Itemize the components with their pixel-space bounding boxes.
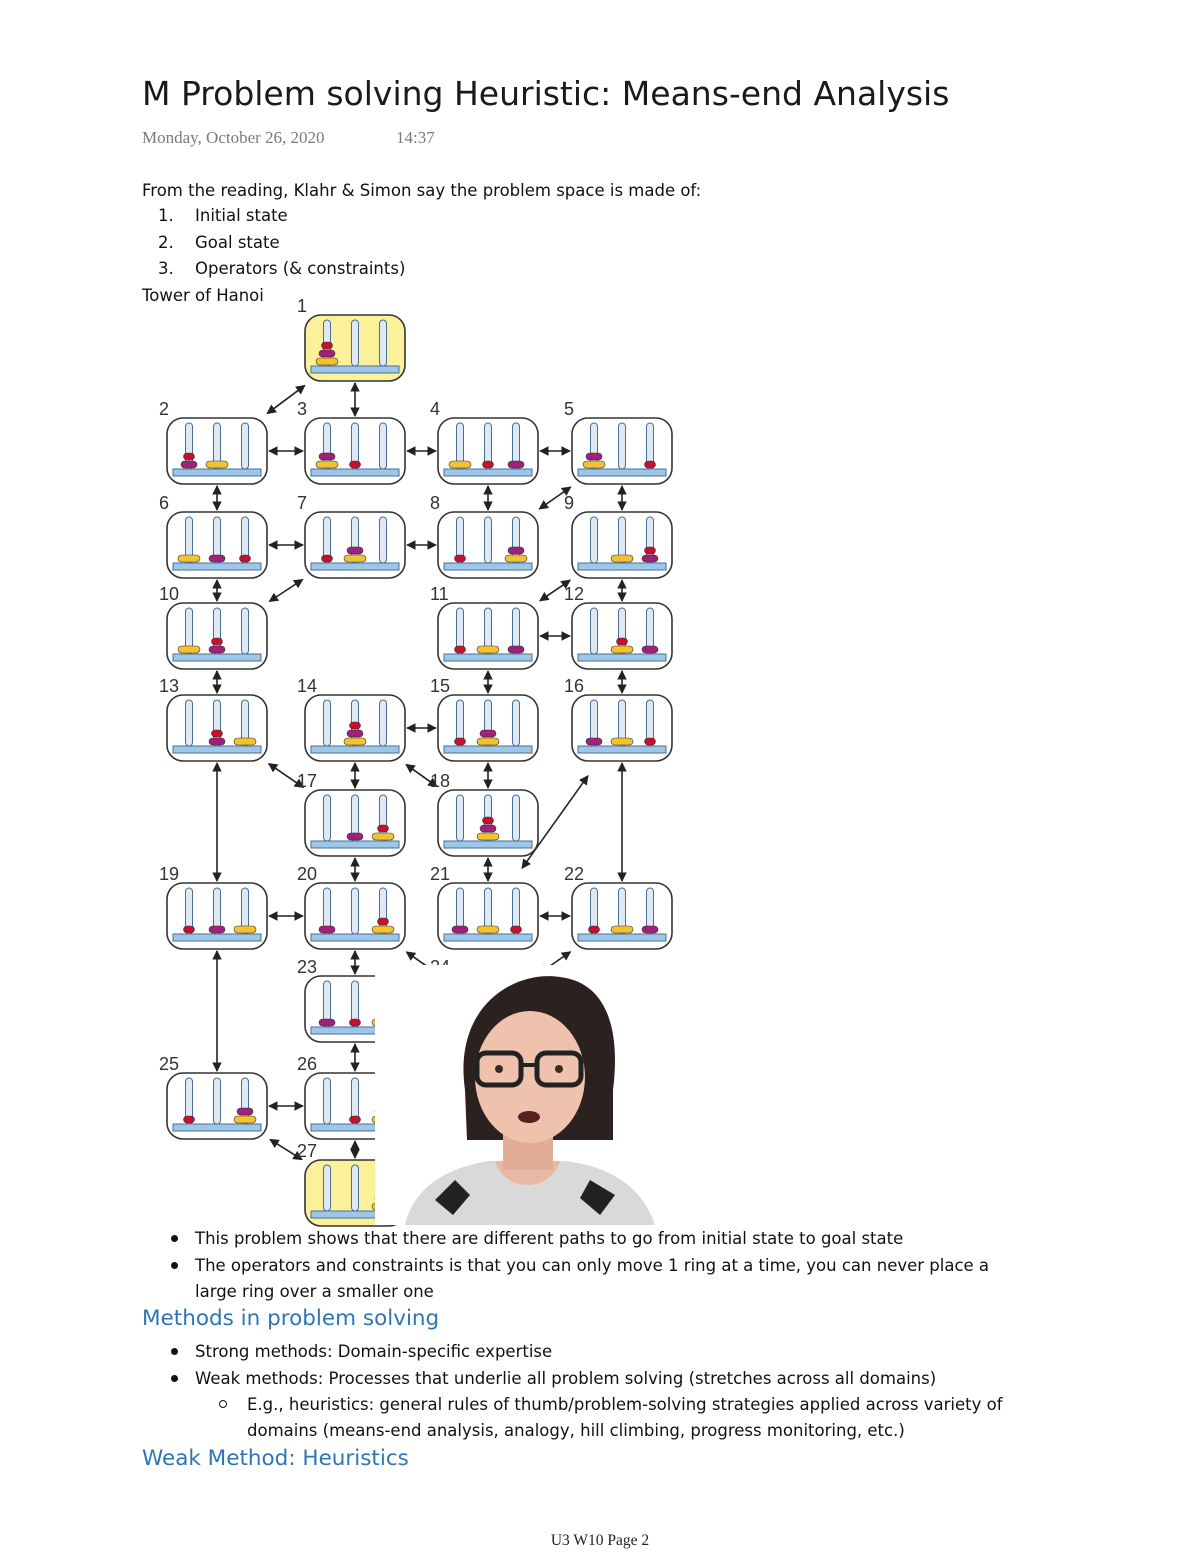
tower-disk xyxy=(477,738,499,745)
state-number: 7 xyxy=(297,493,308,513)
tower-disk xyxy=(319,1019,335,1026)
note-time: 14:37 xyxy=(396,128,435,147)
tower-disk xyxy=(209,926,225,933)
tower-peg xyxy=(380,517,387,563)
tower-disk xyxy=(611,926,633,933)
state-node-7 xyxy=(297,493,405,578)
tower-disk xyxy=(209,555,225,562)
tower-base xyxy=(173,934,261,941)
state-node-17 xyxy=(297,771,405,856)
state-node-6 xyxy=(159,493,267,578)
state-number: 5 xyxy=(564,399,575,419)
tower-disk xyxy=(508,646,524,653)
state-node-2 xyxy=(159,399,267,484)
list-item xyxy=(142,230,542,257)
page-footer: U3 W10 Page 2 xyxy=(550,1532,650,1549)
state-number: 10 xyxy=(159,584,180,604)
sub-bullet-circle xyxy=(219,1400,227,1408)
state-node-21 xyxy=(430,864,538,949)
tower-peg xyxy=(513,795,520,841)
tower-disk xyxy=(319,453,335,460)
tower-disk xyxy=(347,730,363,737)
tower-peg xyxy=(352,1165,359,1211)
tower-base xyxy=(578,746,666,753)
tower-disk xyxy=(505,555,527,562)
tower-disk xyxy=(178,555,200,562)
tower-base xyxy=(444,934,532,941)
tower-disk xyxy=(452,926,468,933)
list-number: 3. xyxy=(158,259,174,278)
tower-peg xyxy=(380,423,387,469)
bullet-text: The operators and constraints is that you can only move 1 ring at a time, you can never place a xyxy=(195,1256,990,1275)
state-number: 9 xyxy=(564,493,575,513)
state-number: 17 xyxy=(297,771,318,791)
tower-disk xyxy=(319,926,335,933)
tower-base xyxy=(444,841,532,848)
tower-disk xyxy=(322,342,333,349)
tower-base xyxy=(444,746,532,753)
tower-disk xyxy=(319,350,335,357)
tower-disk xyxy=(483,461,494,468)
tower-disk xyxy=(611,555,633,562)
state-number: 25 xyxy=(159,1054,180,1074)
state-number: 2 xyxy=(159,399,170,419)
state-node-25 xyxy=(159,1054,267,1139)
tower-disk xyxy=(378,825,389,832)
tower-peg xyxy=(591,608,598,654)
tower-base xyxy=(578,934,666,941)
state-node-5 xyxy=(564,399,672,484)
tower-peg xyxy=(352,320,359,366)
bullet-text: Strong methods: Domain-specific expertise xyxy=(195,1342,553,1361)
tower-disk xyxy=(508,461,524,468)
tower-peg xyxy=(324,700,331,746)
section-heading-heuristics: Weak Method: Heuristics xyxy=(142,1446,409,1471)
state-node-11 xyxy=(430,584,538,669)
tower-disk xyxy=(372,926,394,933)
list-text: Operators (& constraints) xyxy=(195,259,406,278)
tower-disk xyxy=(477,833,499,840)
tower-base xyxy=(578,563,666,570)
tower-disk xyxy=(316,461,338,468)
tower-base xyxy=(311,563,399,570)
state-number: 18 xyxy=(430,771,451,791)
transition-arrow xyxy=(269,580,302,602)
tower-label: Tower of Hanoi xyxy=(142,286,264,305)
state-node-20 xyxy=(297,864,405,949)
state-number: 20 xyxy=(297,864,318,884)
tower-disk xyxy=(234,1116,256,1123)
state-number: 15 xyxy=(430,676,451,696)
list-item xyxy=(142,203,542,230)
tower-disk xyxy=(449,461,471,468)
bullet-dot xyxy=(171,1235,178,1242)
tower-peg xyxy=(457,795,464,841)
state-node-10 xyxy=(159,584,267,669)
state-number: 22 xyxy=(564,864,585,884)
tower-peg xyxy=(324,795,331,841)
tower-disk xyxy=(237,1108,253,1115)
webcam-video-overlay xyxy=(375,965,675,1225)
tower-base xyxy=(578,654,666,661)
tower-disk xyxy=(234,926,256,933)
sub-bullet-text-continued: domains (means-end analysis, analogy, hill climbing, progress monitoring, etc.) xyxy=(247,1421,905,1440)
tower-base xyxy=(311,469,399,476)
tower-peg xyxy=(242,608,249,654)
tower-base xyxy=(173,469,261,476)
state-number: 14 xyxy=(297,676,318,696)
tower-disk xyxy=(455,646,466,653)
state-number: 3 xyxy=(297,399,308,419)
tower-base xyxy=(173,654,261,661)
bullet-dot xyxy=(171,1348,178,1355)
state-node-8 xyxy=(430,493,538,578)
tower-disk xyxy=(480,730,496,737)
tower-base xyxy=(311,746,399,753)
tower-disk xyxy=(586,738,602,745)
tower-disk xyxy=(508,547,524,554)
list-number: 1. xyxy=(158,206,174,225)
tower-disk xyxy=(583,461,605,468)
tower-disk xyxy=(350,1116,361,1123)
tower-disk xyxy=(178,646,200,653)
tower-disk xyxy=(483,817,494,824)
tower-disk xyxy=(184,1116,195,1123)
tower-disk xyxy=(589,926,600,933)
page-title: M Problem solving Heuristic: Means-end Analysis xyxy=(142,74,950,113)
tower-base xyxy=(444,654,532,661)
tower-disk xyxy=(586,453,602,460)
tower-peg xyxy=(591,517,598,563)
tower-disk xyxy=(240,555,251,562)
state-number: 27 xyxy=(297,1141,318,1161)
tower-disk xyxy=(316,358,338,365)
tower-disk xyxy=(372,833,394,840)
tower-peg xyxy=(352,888,359,934)
tower-base xyxy=(578,469,666,476)
tower-disk xyxy=(347,547,363,554)
tower-disk xyxy=(642,646,658,653)
bullet-text: This problem shows that there are different paths to go from initial state to goal state xyxy=(195,1229,904,1248)
tower-peg xyxy=(380,320,387,366)
note-date: Monday, October 26, 2020 xyxy=(142,128,325,147)
tower-disk xyxy=(234,738,256,745)
tower-disk xyxy=(344,738,366,745)
tower-disk xyxy=(350,1019,361,1026)
tower-disk xyxy=(350,461,361,468)
state-node-19 xyxy=(159,864,267,949)
tower-disk xyxy=(344,555,366,562)
tower-base xyxy=(173,746,261,753)
state-number: 13 xyxy=(159,676,180,696)
tower-disk xyxy=(212,730,223,737)
tower-peg xyxy=(380,700,387,746)
state-node-12 xyxy=(564,584,672,669)
state-node-22 xyxy=(564,864,672,949)
tower-disk xyxy=(617,638,628,645)
state-node-1 xyxy=(297,296,405,381)
state-node-9 xyxy=(564,493,672,578)
tower-disk xyxy=(184,453,195,460)
state-node-14 xyxy=(297,676,405,761)
tower-base xyxy=(311,934,399,941)
tower-peg xyxy=(619,423,626,469)
tower-peg xyxy=(485,517,492,563)
components-list xyxy=(142,203,542,283)
tower-disk xyxy=(642,926,658,933)
tower-peg xyxy=(214,1078,221,1124)
tower-disk xyxy=(322,555,333,562)
state-node-15 xyxy=(430,676,538,761)
tower-disk xyxy=(209,646,225,653)
state-node-4 xyxy=(430,399,538,484)
tower-disk xyxy=(209,738,225,745)
section-heading-methods: Methods in problem solving xyxy=(142,1306,440,1331)
tower-base xyxy=(444,469,532,476)
state-number: 26 xyxy=(297,1054,318,1074)
tower-disk xyxy=(455,738,466,745)
sub-bullet-text: E.g., heuristics: general rules of thumb/problem-solving strategies applied across variety of xyxy=(247,1395,1003,1414)
tower-disk xyxy=(642,555,658,562)
bullet-text: Weak methods: Processes that underlie all problem solving (stretches across all domains) xyxy=(195,1369,937,1388)
tower-disk xyxy=(477,646,499,653)
tower-disk xyxy=(212,638,223,645)
list-number: 2. xyxy=(158,232,174,252)
tower-base xyxy=(173,1124,261,1131)
tower-peg xyxy=(186,700,193,746)
tower-disk xyxy=(455,555,466,562)
tower-peg xyxy=(242,423,249,469)
tower-disk xyxy=(645,547,656,554)
bullet-dot xyxy=(171,1375,178,1382)
tower-disk xyxy=(184,926,195,933)
tower-disk xyxy=(350,722,361,729)
state-number: 19 xyxy=(159,864,180,884)
state-number: 8 xyxy=(430,493,441,513)
state-number: 12 xyxy=(564,584,585,604)
state-node-16 xyxy=(564,676,672,761)
tower-disk xyxy=(480,825,496,832)
tower-disk xyxy=(611,738,633,745)
tower-peg xyxy=(324,1078,331,1124)
list-item xyxy=(142,256,542,283)
tower-base xyxy=(444,563,532,570)
tower-base xyxy=(311,841,399,848)
tower-disk xyxy=(645,461,656,468)
state-node-13 xyxy=(159,676,267,761)
state-number: 16 xyxy=(564,676,585,696)
tower-disk xyxy=(611,646,633,653)
tower-disk xyxy=(378,918,389,925)
list-text: Goal state xyxy=(195,232,280,252)
state-number: 23 xyxy=(297,957,318,977)
tower-disk xyxy=(206,461,228,468)
tower-base xyxy=(173,563,261,570)
state-number: 6 xyxy=(159,493,170,513)
tower-disk xyxy=(181,461,197,468)
tower-disk xyxy=(511,926,522,933)
tower-peg xyxy=(513,700,520,746)
state-number: 1 xyxy=(297,296,308,316)
intro-text: From the reading, Klahr & Simon say the problem space is made of: xyxy=(142,181,702,200)
bullet-dot xyxy=(171,1262,178,1269)
state-number: 4 xyxy=(430,399,441,419)
tower-disk xyxy=(645,738,656,745)
bullet-text-continued: large ring over a smaller one xyxy=(195,1282,434,1301)
tower-base xyxy=(311,366,399,373)
tower-peg xyxy=(324,1165,331,1211)
state-node-18 xyxy=(430,771,538,856)
list-text: Initial state xyxy=(195,206,288,225)
tower-disk xyxy=(347,833,363,840)
state-node-3 xyxy=(297,399,405,484)
tower-disk xyxy=(477,926,499,933)
state-number: 21 xyxy=(430,864,451,884)
state-number: 11 xyxy=(430,584,449,604)
